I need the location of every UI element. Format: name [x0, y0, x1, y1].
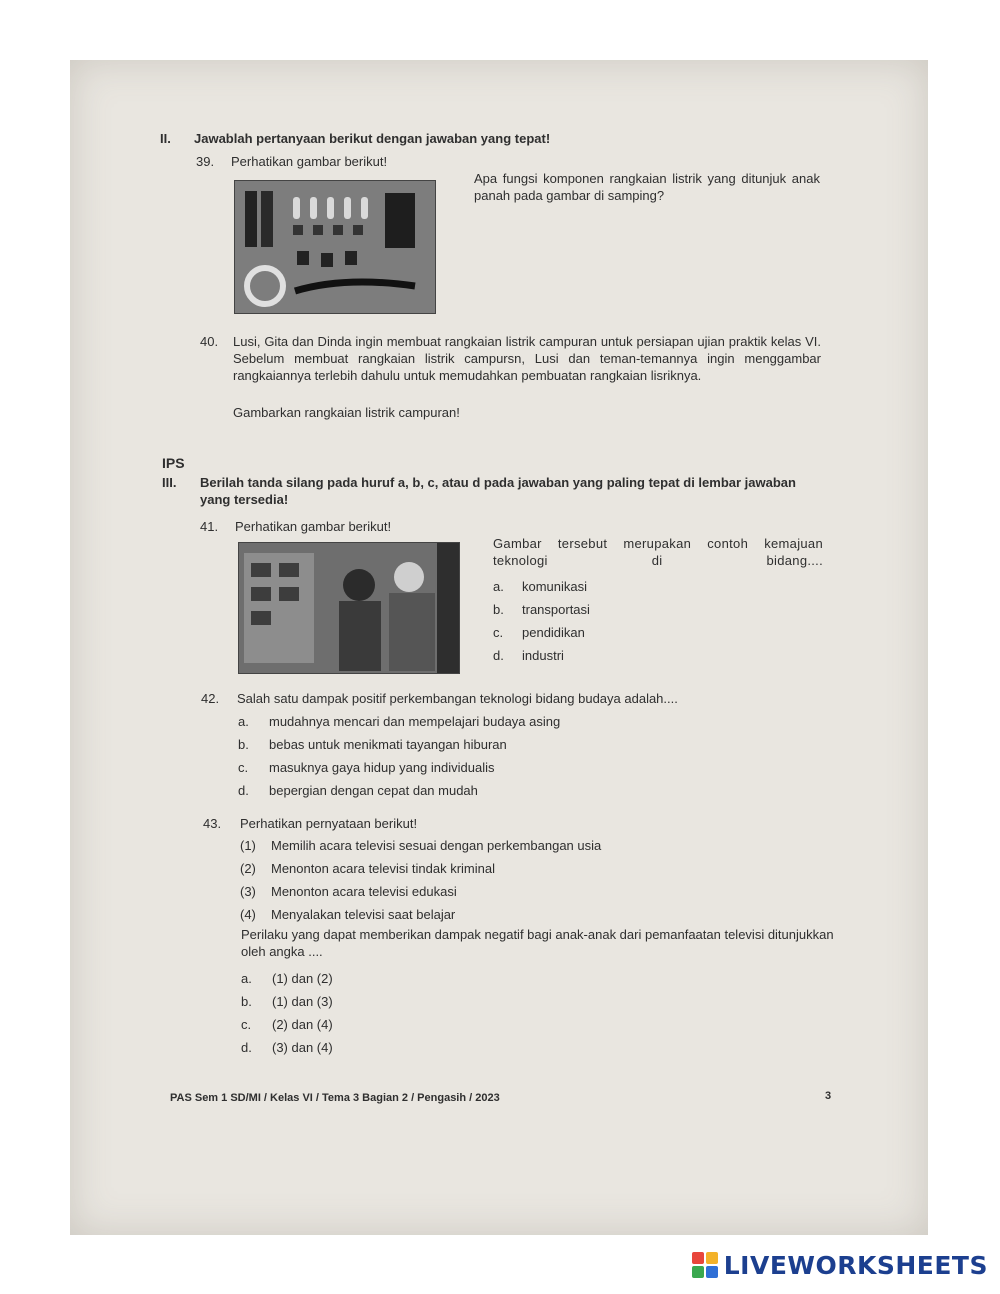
question-39-number: 39. — [196, 154, 215, 169]
q42-option-letter-d[interactable]: d. — [238, 783, 249, 798]
question-43-intro: Perhatikan pernyataan berikut! — [240, 816, 418, 831]
q43-option-letter-c[interactable]: c. — [241, 1017, 252, 1032]
q41-option-letter-c[interactable]: c. — [493, 625, 504, 640]
page-number: 3 — [825, 1090, 832, 1102]
q43-statement-2: Menonton acara televisi tindak kriminal — [271, 861, 495, 876]
q43-option-letter-a[interactable]: a. — [241, 971, 252, 986]
q43-statement-1: Memilih acara televisi sesuai dengan perkembangan usia — [271, 838, 602, 853]
q43-option-letter-b[interactable]: b. — [241, 994, 252, 1009]
q43-option-letter-d[interactable]: d. — [241, 1040, 252, 1055]
question-43-number: 43. — [203, 816, 222, 831]
q41-option-b[interactable]: transportasi — [522, 602, 590, 617]
q42-option-b[interactable]: bebas untuk menikmati tayangan hiburan — [269, 737, 507, 752]
q43-option-c[interactable]: (2) dan (4) — [272, 1017, 333, 1032]
electrical-components-photo — [234, 180, 436, 314]
question-41-text-line1 — [493, 535, 823, 569]
q43-statement-4: Menyalakan televisi saat belajar — [271, 907, 456, 922]
liveworksheets-wordmark: LIVEWORKSHEETS — [723, 1250, 988, 1280]
question-39-text: Apa fungsi komponen rangkaian listrik yang ditunjuk anak panah pada gambar di samping? — [474, 171, 820, 203]
q42-option-letter-c[interactable]: c. — [238, 760, 249, 775]
question-42-text: Salah satu dampak positif perkembangan teknologi bidang budaya adalah.... — [237, 691, 678, 706]
question-42-number: 42. — [201, 691, 220, 706]
section-numeral-2: II. — [160, 131, 171, 146]
liveworksheets-logo-icon — [692, 1252, 718, 1278]
section-3-title: Berilah tanda silang pada huruf a, b, c, atau d pada jawaban yang paling tepat di lembar jawaban yang tersedia! — [200, 475, 796, 507]
question-40-number: 40. — [200, 334, 219, 349]
q41-option-letter-a[interactable]: a. — [493, 579, 504, 594]
q42-option-d[interactable]: bepergian dengan cepat dan mudah — [269, 783, 478, 798]
section-2-title: Jawablah pertanyaan berikut dengan jawaban yang tepat! — [194, 131, 551, 146]
q43-option-d[interactable]: (3) dan (4) — [272, 1040, 333, 1055]
section-numeral-3: III. — [162, 475, 177, 490]
question-39-intro: Perhatikan gambar berikut! — [231, 154, 388, 169]
q43-statement-num-1: (1) — [240, 838, 256, 853]
liveworksheets-logo — [692, 1248, 988, 1282]
question-43-text: Perilaku yang dapat memberikan dampak negatif bagi anak-anak dari pemanfaatan televisi ditunjukkan oleh angka .... — [241, 927, 834, 959]
industrial-workers-photo — [238, 542, 460, 674]
ips-heading: IPS — [162, 455, 185, 471]
q43-statement-num-4: (4) — [240, 907, 256, 922]
question-41-number: 41. — [200, 519, 219, 534]
page-footer: PAS Sem 1 SD/MI / Kelas VI / Tema 3 Bagian 2 / Pengasih / 2023 — [170, 1092, 500, 1104]
question-41-text: Gambar tersebut merupakan contoh kemajuan teknologi di bidang.... — [493, 536, 823, 568]
q41-option-c[interactable]: pendidikan — [522, 625, 585, 640]
q43-option-b[interactable]: (1) dan (3) — [272, 994, 333, 1009]
q42-option-c[interactable]: masuknya gaya hidup yang individualis — [269, 760, 495, 775]
q42-option-letter-b[interactable]: b. — [238, 737, 249, 752]
q43-statement-num-3: (3) — [240, 884, 256, 899]
q41-option-letter-b[interactable]: b. — [493, 602, 504, 617]
question-40-instruction: Gambarkan rangkaian listrik campuran! — [233, 405, 460, 420]
q41-option-a[interactable]: komunikasi — [522, 579, 588, 594]
q42-option-a[interactable]: mudahnya mencari dan mempelajari budaya asing — [269, 714, 561, 729]
q43-option-a[interactable]: (1) dan (2) — [272, 971, 333, 986]
question-41-intro: Perhatikan gambar berikut! — [235, 519, 392, 534]
q43-statement-num-2: (2) — [240, 861, 256, 876]
q41-option-d[interactable]: industri — [522, 648, 564, 663]
q42-option-letter-a[interactable]: a. — [238, 714, 249, 729]
q43-statement-3: Menonton acara televisi edukasi — [271, 884, 457, 899]
question-40-text: Lusi, Gita dan Dinda ingin membuat rangkaian listrik campuran untuk persiapan ujian praktik kelas VI. Sebelum membuat rangkaian listrik campursn, Lusi dan teman-temannya ingin menggambar rangkaiannya terlebih dahulu untuk memudahkan pembuatan rangkaian lisriknya. — [233, 334, 821, 383]
q41-option-letter-d[interactable]: d. — [493, 648, 504, 663]
